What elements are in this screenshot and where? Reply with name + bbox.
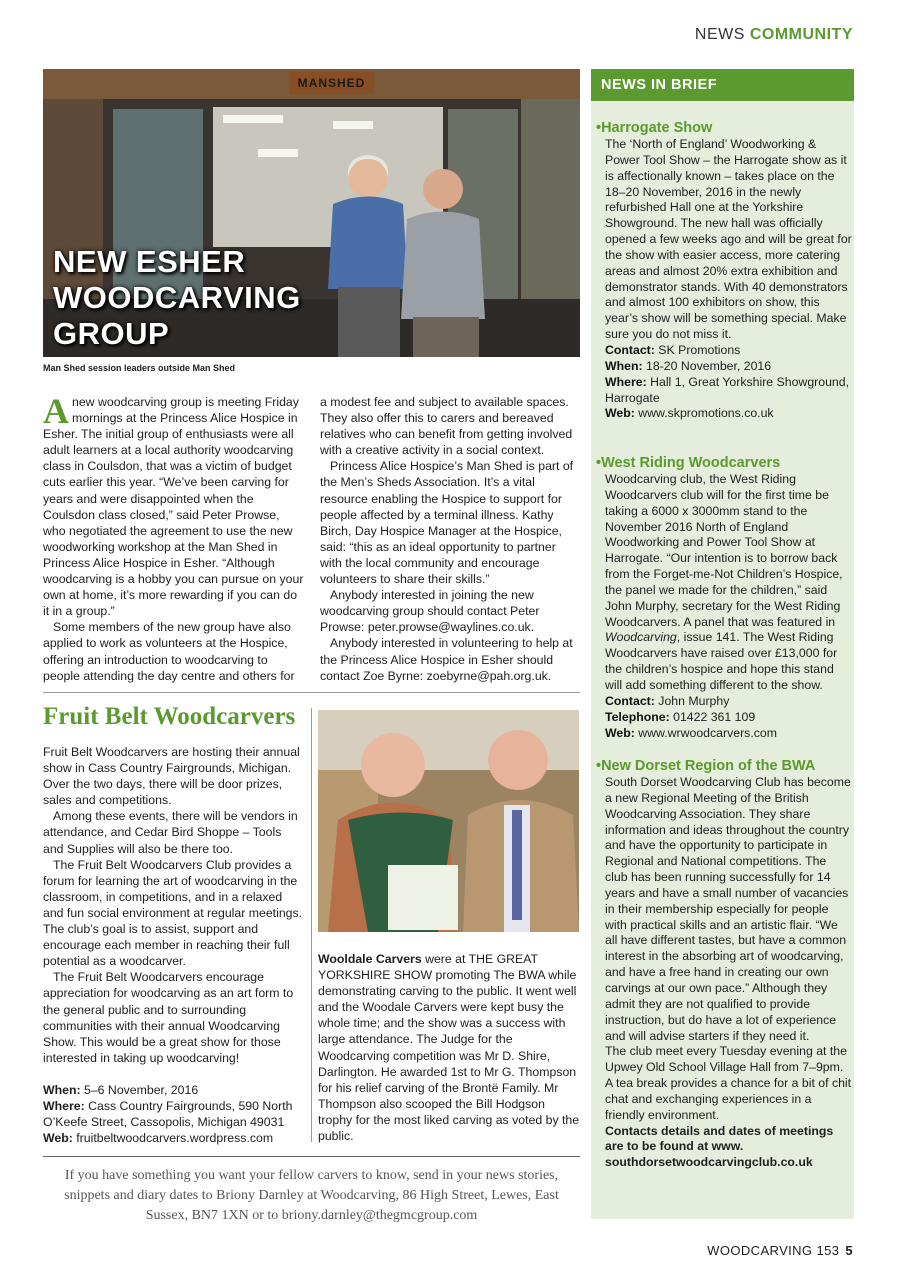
news-item-harrogate xyxy=(596,119,852,422)
web-value[interactable]: fruitbeltwoodcarvers.wordpress.com xyxy=(76,1131,274,1146)
bullet-icon: • xyxy=(596,758,602,774)
news-title: Harrogate Show xyxy=(601,120,713,136)
event-where xyxy=(43,1098,304,1130)
headline-line: WOODCARVING xyxy=(53,280,301,315)
when-label: When: xyxy=(43,1082,81,1097)
news-detail: Contact: SK Promotions xyxy=(605,342,741,357)
photo-caption: Man Shed session leaders outside Man Shed xyxy=(43,363,236,373)
wooldale-photo-illustration xyxy=(318,710,579,932)
web-link[interactable]: www.wrwoodcarvers.com xyxy=(638,725,777,740)
news-closing: Contacts details and dates of meetings are to be found at www. southdorsetwoodcarvingclub.co.uk xyxy=(605,1123,834,1170)
news-item-dorset xyxy=(596,757,852,1171)
where-value: Cass Country Fairgrounds, 590 North O’Keefe Street, Cassopolis, Michigan 49031 xyxy=(43,1098,293,1130)
lead-article-col1 xyxy=(43,391,304,684)
article-paragraph: new woodcarving group is meeting Friday mornings at the Princess Alice Hospice in Esher. The initial group of enthusiasts were all adult learners at a local authority woodcarving class in Coulsdon, that was a victim of budget cuts earlier this year. “We’ve been carving for years and were disappointed when the Coulsdon class closed,” said Peter Prowse, who negotiated the agreement to use the new woodworking workshop at the Man Shed in Princess Alice Hospice in Esher. “Although woodcarving is a hobby you can pursue on your own at home, it’s more rewarding if you can do it in a group.” xyxy=(43,395,304,619)
news-title: West Riding Woodcarvers xyxy=(601,455,781,471)
article-paragraph: Princess Alice Hospice’s Man Shed is part of the Men’s Sheds Association. It’s a vital resource enabling the Hospice to support for people affected by a terminal illness. Kathy Birch, Day Hospice Manager at the Hospice, said: “this as an ideal opportunity to partner with the local community and encourage volunteers to share their skills.” xyxy=(320,459,574,587)
article-paragraph: Among these events, there will be vendors in attendance, and Cedar Bird Shoppe – Tools and Supplies will also be there too. xyxy=(43,809,298,856)
fruit-belt-article xyxy=(43,744,304,1146)
web-link[interactable]: www.skpromotions.co.uk xyxy=(638,406,774,421)
article-paragraph: Some members of the new group have also applied to work as volunteers at the Hospice, offering an introduction to woodcarving to people attending the day centre and others for xyxy=(43,620,295,683)
section-header xyxy=(695,26,853,44)
news-detail: Where: Hall 1, Great Yorkshire Showground, Harrogate xyxy=(605,374,850,405)
where-label: Where: xyxy=(43,1098,85,1113)
page-footer xyxy=(707,1243,853,1258)
news-detail: Web: www.skpromotions.co.uk xyxy=(605,406,774,421)
news-detail: When: 18-20 November, 2016 xyxy=(605,358,772,373)
news-detail: Web: www.wrwoodcarvers.com xyxy=(605,725,777,740)
event-when xyxy=(43,1082,304,1098)
news-in-brief-sidebar xyxy=(591,69,854,1219)
lead-article-col2 xyxy=(320,394,580,684)
news-detail: Contact: John Murphy xyxy=(605,693,730,708)
divider xyxy=(43,692,580,693)
news-body: The club meet every Tuesday evening at the Upwey Old School Village Hall from 7–9pm. A tea break provides a chance for a bit of chit chat and exchanging experiences in a friendly environment. xyxy=(605,1044,852,1122)
headline-line: NEW ESHER xyxy=(53,244,246,279)
divider xyxy=(43,1156,580,1157)
fruit-belt-title: Fruit Belt Woodcarvers xyxy=(43,703,296,730)
article-paragraph: Fruit Belt Woodcarvers are hosting their annual show in Cass Country Fairgrounds, Michigan. Over the two days, there will be door prizes, sales and competitions. xyxy=(43,745,300,808)
news-detail: Telephone: 01422 361 109 xyxy=(605,709,756,724)
drop-cap: A xyxy=(43,391,69,431)
sidebar-heading: NEWS IN BRIEF xyxy=(591,69,854,101)
section-label: NEWS xyxy=(694,26,745,43)
when-value: 5–6 November, 2016 xyxy=(84,1082,199,1097)
article-paragraph: The Fruit Belt Woodcarvers encourage appreciation for woodcarving as an art form to the general public and to surrounding communities with their annual Woodcarving Show. This would be a great show for those interested in taking up woodcarving! xyxy=(43,970,294,1065)
contribution-note: If you have something you want your fellow carvers to know, send in your news stories, snippets and diary dates to Briony Darnley at Woodcarving, 86 High Street, Lewes, East Sussex, BN7 1XN or to briony.darnley@thegmcgroup.com xyxy=(64,1168,559,1223)
article-paragraph: were at THE GREAT YORKSHIRE SHOW promoting The BWA while demonstrating carving to the public. It went well and the Woodale Carvers were kept busy the whole time; and the show was a success with large attendance. The Judge for the Woodcarving competition was Mr D. Shire, Darlington. He awarded 1st to Mr G. Thompson for his relief carving of the Brontë Family. Mr Thompson also scooped the Bill Hodgson trophy for the most liked carving as voted by the public. xyxy=(318,952,580,1144)
event-web xyxy=(43,1130,304,1146)
wooldale-photo xyxy=(318,710,579,932)
column-divider xyxy=(311,708,312,1142)
article-paragraph: Anybody interested in joining the new woodcarving group should contact Peter Prowse: peter.prowse@waylines.co.uk. xyxy=(320,588,540,635)
headline-line: GROUP xyxy=(53,316,170,351)
wooldale-article xyxy=(318,951,580,1144)
news-body: South Dorset Woodcarving Club has become a new Regional Meeting of the British Woodcarving Association. They share information and ideas throughout the country and have the opportunity to participate in Regional and National competitions. The club has been running successfully for 14 years and have a small number of vacancies in their membership especially for people with practical skills and an artistic flair. “We all have different tastes, but have a common interest in the absorbing art of woodcarving, and have a free hand in creating our own carvings at our own pace.” Although they admit they are not qualified to provide instruction, but do have a lot of experience and will advise starters if they need it. xyxy=(605,775,851,1043)
wooldale-name: Wooldale Carvers xyxy=(318,952,422,966)
news-body: Woodcarving club, the West Riding Woodcarvers club will for the first time be taking a 6000 x 3000mm stand to the November 2016 North of England Woodworking and Power Tool Show at Harrogate. “Our intention is to borrow back from the Forget-me-Not Children’s Hospice, the panel we made for the children,” said John Murphy, secretary for the West Riding Woodcarvers. A panel that was featured in Woodcarving, issue 141. The West Riding Woodcarvers have raised over £13,000 for the children’s hospice and hope this stand will add something different to the show. xyxy=(605,472,843,692)
shed-sign: MANSHED xyxy=(297,76,366,90)
news-body: The ‘North of England’ Woodworking & Power Tool Show – the Harrogate show as it is affectionally known – takes place on the 18–20 November, 2016 in the newly refurbished Hall one at the Yorkshire Showground. The new hall was officially opened a few weeks ago and will be great for the show with easier access, more catering areas and almost 20% extra exhibition and demonstrator stands. With 40 demonstrators and almost 100 exhibitors on show, this year’s show will be something special. Make sure you do not miss it. xyxy=(605,137,852,342)
magazine-issue: WOODCARVING 153 xyxy=(707,1243,840,1258)
article-paragraph: Anybody interested in volunteering to help at the Princess Alice Hospice in Esher should contact Zoe Byrne: zoebyrne@pah.org.uk. xyxy=(320,636,573,683)
web-label: Web: xyxy=(43,1131,73,1146)
page-number: 5 xyxy=(845,1243,853,1258)
bullet-icon: • xyxy=(596,120,602,136)
lead-photo xyxy=(43,69,580,357)
article-paragraph: a modest fee and subject to available spaces. They also offer this to carers and bereaved relatives who can benefit from getting involved with a creative activity in a social context. xyxy=(320,395,573,458)
news-item-west-riding xyxy=(596,454,852,741)
lead-headline xyxy=(53,244,301,352)
news-title: New Dorset Region of the BWA xyxy=(601,758,816,774)
article-paragraph: The Fruit Belt Woodcarvers Club provides a forum for learning the art of woodcarving in the classroom, in competitions, and in a relaxed and fun social environment at regular meetings. The club’s goal is to assist, support and encourage each member in reaching their full potential as a woodcarver. xyxy=(43,857,303,969)
bullet-icon: • xyxy=(596,455,602,471)
subsection-label: COMMUNITY xyxy=(749,26,853,43)
